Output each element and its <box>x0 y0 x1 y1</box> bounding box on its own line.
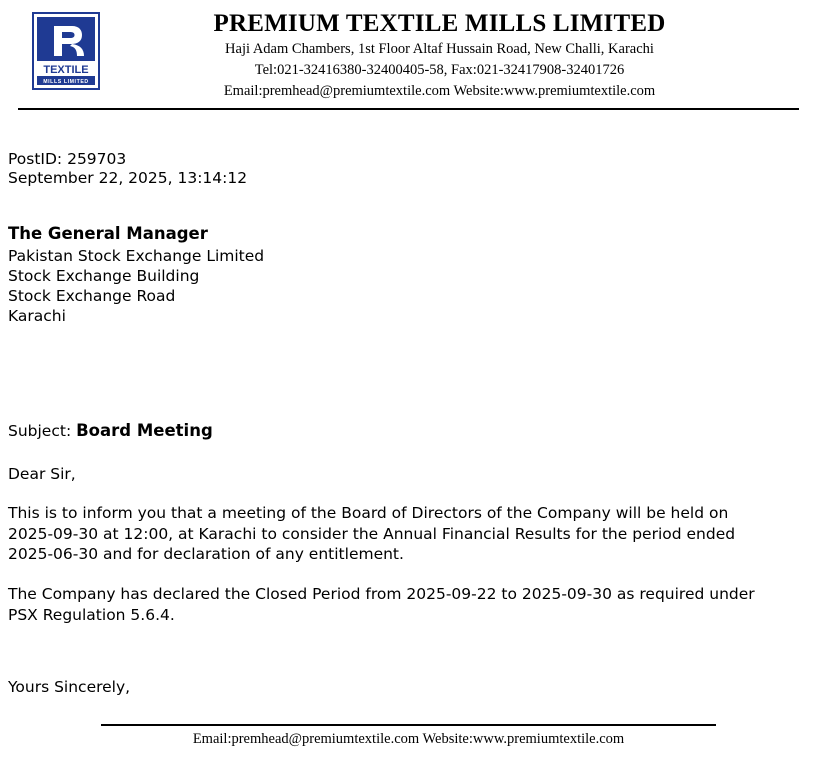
company-email-website: Email:premhead@premiumtextile.com Website:www.premiumtextile.com <box>223 82 656 99</box>
salutation: Dear Sir, <box>8 465 76 483</box>
post-datetime: September 22, 2025, 13:14:12 <box>8 169 248 188</box>
paragraph-meeting-notice: This is to inform you that a meeting of the Board of Directors of the Company will be held on 2025-09-30 at 12:00, at Karachi to consider the Annual Financial Results for the period ended 2025-06-30 and for declaration of any entitlement. <box>8 504 736 564</box>
document-body <box>0 150 817 698</box>
paragraph-closed-period: The Company has declared the Closed Period from 2025-09-22 to 2025-09-30 as required under PSX Regulation 5.6.4. <box>8 584 755 624</box>
addressee-block <box>8 223 809 326</box>
post-meta <box>8 150 809 189</box>
header-divider <box>18 108 799 110</box>
footer-divider <box>101 724 716 726</box>
company-logo <box>32 12 100 90</box>
subject-label: Subject: <box>8 421 72 440</box>
post-id: PostID: 259703 <box>8 149 127 168</box>
subject-line <box>8 420 809 441</box>
addressee-line-4: Karachi <box>8 306 66 325</box>
addressee-line-2: Stock Exchange Building <box>8 267 200 286</box>
svg-text:MILLS LIMITED: MILLS LIMITED <box>43 79 89 85</box>
addressee-title: The General Manager <box>8 224 208 244</box>
addressee-line-3: Stock Exchange Road <box>8 286 176 305</box>
svg-text:TEXTILE: TEXTILE <box>43 64 89 76</box>
subject-value: Board Meeting <box>76 420 213 440</box>
footer-contact: Email:premhead@premiumtextile.com Website:www.premiumtextile.com <box>192 731 625 747</box>
addressee-line-1: Pakistan Stock Exchange Limited <box>8 247 265 266</box>
company-name: PREMIUM TEXTILE MILLS LIMITED <box>213 10 666 37</box>
premium-textile-logo-icon <box>32 12 100 90</box>
closing-salutation: Yours Sincerely, <box>8 678 131 697</box>
company-phone-fax: Tel:021-32416380-32400405-58, Fax:021-32417908-32401726 <box>254 61 625 78</box>
company-address: Haji Adam Chambers, 1st Floor Altaf Hussain Road, New Challi, Karachi <box>225 40 654 57</box>
letterhead <box>0 0 817 116</box>
footer <box>0 724 817 748</box>
